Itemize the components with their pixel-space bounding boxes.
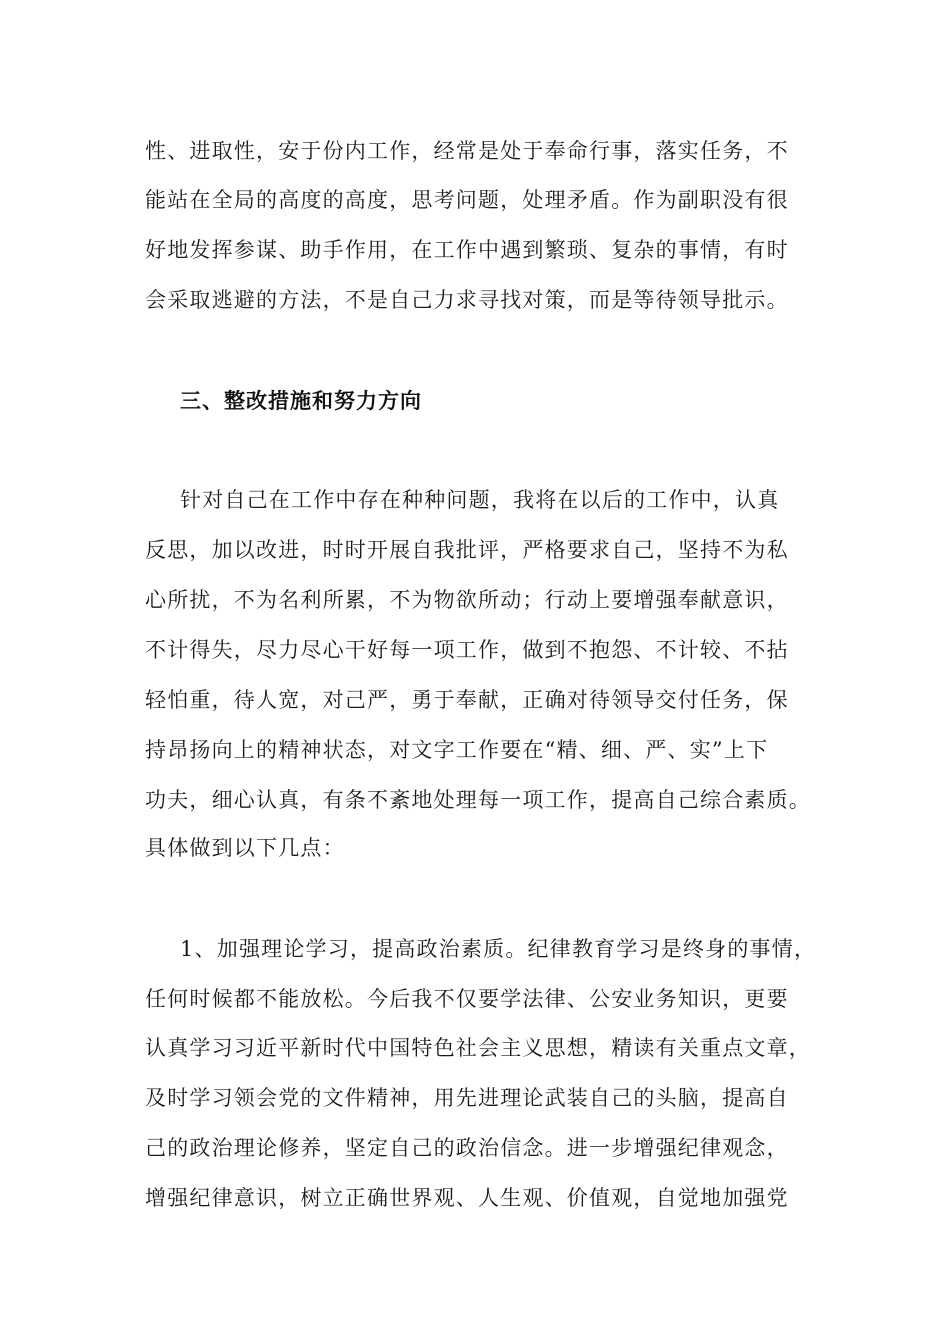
paragraph-measures-line: 心所扰，不为名利所累，不为物欲所动；行动上要增强奉献意识， <box>145 588 789 612</box>
paragraph-measures-line: 不计得失，尽力尽心干好每一项工作，做到不抱怨、不计较、不拈 <box>145 638 789 662</box>
paragraph-intro-line: 能站在全局的高度的高度，思考问题，处理矛盾。作为副职没有很 <box>145 188 789 212</box>
paragraph-point1-line: 任何时候都不能放松。今后我不仅要学法律、公安业务知识，更要 <box>145 987 789 1011</box>
paragraph-measures-line: 持昂扬向上的精神状态，对文字工作要在“精、细、严、实”上下 <box>145 738 769 762</box>
paragraph-point1-line: 1、加强理论学习，提高政治素质。纪律教育学习是终身的事情， <box>180 937 817 961</box>
paragraph-measures-line: 反思，加以改进，时时开展自我批评，严格要求自己，坚持不为私 <box>145 538 789 562</box>
paragraph-point1-line: 认真学习习近平新时代中国特色社会主义思想，精读有关重点文章， <box>145 1036 811 1060</box>
paragraph-measures-line: 功夫，细心认真，有条不紊地处理每一项工作，提高自己综合素质。 <box>145 788 811 812</box>
paragraph-intro-line: 好地发挥参谋、助手作用，在工作中遇到繁琐、复杂的事情，有时 <box>145 238 789 262</box>
paragraph-point1-line: 己的政治理论修养，坚定自己的政治信念。进一步增强纪律观念， <box>145 1136 789 1160</box>
section-heading: 三、整改措施和努力方向 <box>180 389 422 413</box>
paragraph-measures-line: 针对自己在工作中存在种种问题，我将在以后的工作中，认真 <box>180 488 780 512</box>
paragraph-point1-line: 及时学习领会党的文件精神，用先进理论武装自己的头脑，提高自 <box>145 1086 789 1110</box>
paragraph-intro-line: 会采取逃避的方法，不是自己力求寻找对策，而是等待领导批示。 <box>145 288 789 312</box>
paragraph-intro-line: 性、进取性，安于份内工作，经常是处于奉命行事，落实任务，不 <box>145 139 789 163</box>
paragraph-point1-line: 增强纪律意识，树立正确世界观、人生观、价值观，自觉地加强党 <box>145 1186 789 1210</box>
paragraph-measures-line: 具体做到以下几点： <box>145 836 345 860</box>
paragraph-measures-line: 轻怕重，待人宽，对己严，勇于奉献，正确对待领导交付任务，保 <box>145 688 789 712</box>
